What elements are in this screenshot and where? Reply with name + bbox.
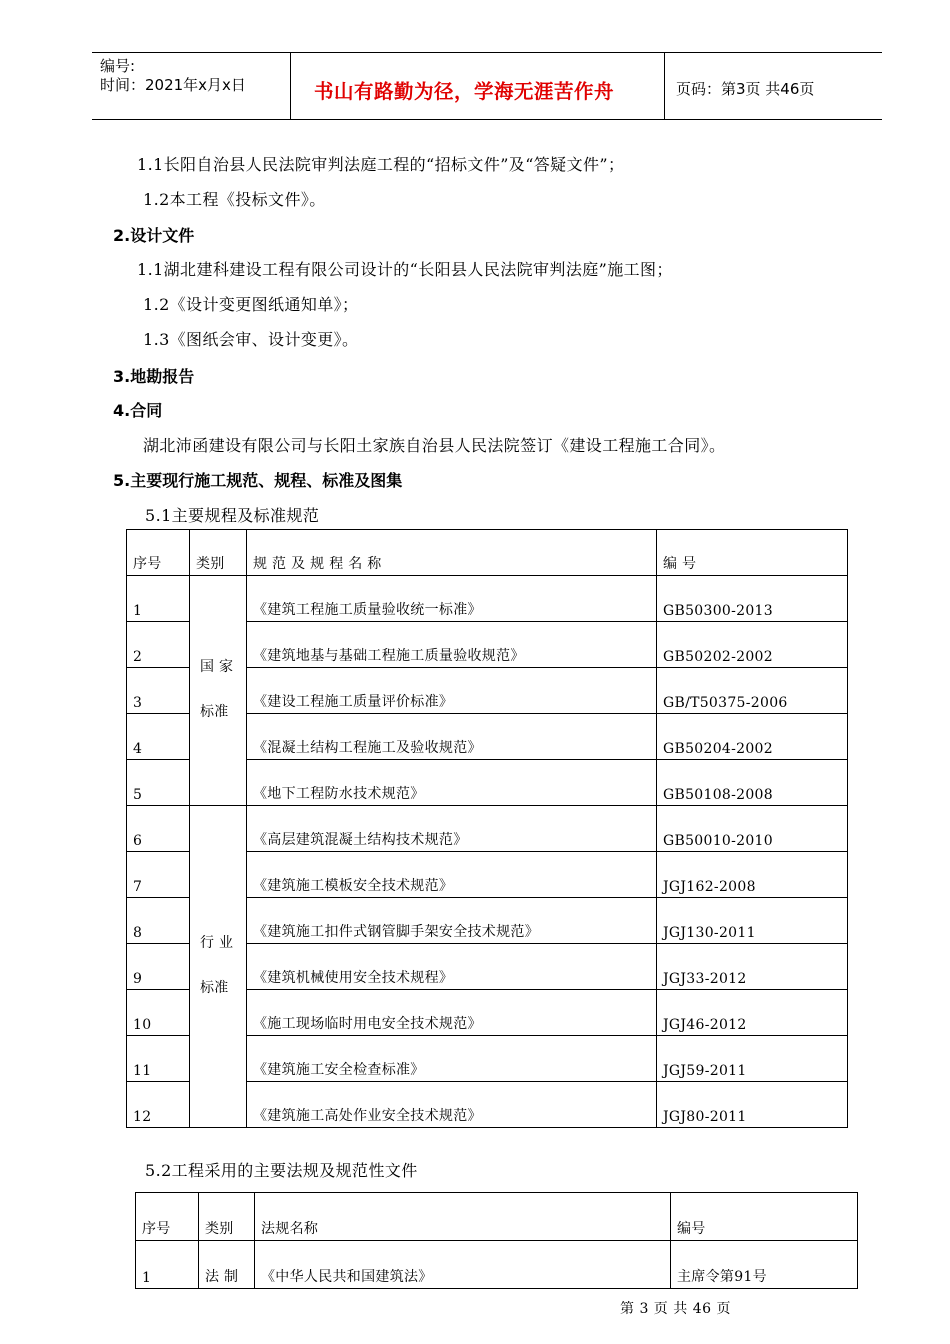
row-standard-code: GB50010-2010 [657, 806, 848, 852]
category-label-line: 标准 [200, 979, 229, 996]
col-header-index: 序号 [127, 530, 190, 576]
row-standard-name: 《建筑机械使用安全技术规程》 [247, 944, 657, 990]
row-regulation-name: 《中华人民共和国建筑法》 [255, 1241, 671, 1289]
category-label-line: 标准 [200, 703, 229, 720]
category-industry [190, 806, 247, 1128]
section2-item-1: 1.1湖北建科建设工程有限公司设计的“长阳县人民法院审判法庭”施工图； [137, 260, 673, 279]
row-index: 8 [127, 898, 190, 944]
category-label-line: 行 业 [200, 934, 234, 951]
row-standard-code: JGJ130-2011 [657, 898, 848, 944]
section2-item-3: 1.3《图纸会审、设计变更》。 [143, 330, 359, 349]
row-standard-code: GB50108-2008 [657, 760, 848, 806]
row-index: 5 [127, 760, 190, 806]
section5-heading: 5.主要现行施工规范、规程、标准及图集 [113, 471, 403, 490]
row-regulation-code: 主席令第91号 [671, 1241, 858, 1289]
section5-sub1: 5.1主要规程及标准规范 [145, 506, 320, 525]
header-divider-right [664, 53, 665, 119]
header-page-label: 页码：第3页 共46页 [676, 80, 815, 98]
row-standard-code: GB/T50375-2006 [657, 668, 848, 714]
col-header-name: 法规名称 [255, 1193, 671, 1241]
row-index: 10 [127, 990, 190, 1036]
row-standard-name: 《混凝土结构工程施工及验收规范》 [247, 714, 657, 760]
section5-sub2: 5.2工程采用的主要法规及规范性文件 [145, 1161, 418, 1180]
standards-table [126, 529, 848, 1128]
table-header-row [136, 1193, 858, 1241]
header-divider-left [290, 53, 291, 119]
section2-item-2: 1.2《设计变更图纸通知单》； [143, 295, 359, 314]
row-standard-name: 《建筑施工模板安全技术规范》 [247, 852, 657, 898]
row-standard-code: JGJ80-2011 [657, 1082, 848, 1128]
category-national [190, 576, 247, 806]
row-standard-name: 《建筑工程施工质量验收统一标准》 [247, 576, 657, 622]
col-header-category: 类别 [190, 530, 247, 576]
row-standard-code: GB50204-2002 [657, 714, 848, 760]
row-standard-name: 《建设工程施工质量评价标准》 [247, 668, 657, 714]
header-motto: 书山有路勤为径，学海无涯苦作舟 [314, 80, 615, 103]
row-standard-name: 《建筑地基与基础工程施工质量验收规范》 [247, 622, 657, 668]
col-header-category: 类别 [199, 1193, 255, 1241]
section1-item-2: 1.2本工程《投标文件》。 [143, 190, 326, 209]
header-bottom-rule [92, 119, 882, 120]
section4-heading: 4.合同 [113, 401, 163, 420]
row-standard-code: GB50300-2013 [657, 576, 848, 622]
header-top-rule [92, 52, 882, 53]
table-row [127, 806, 848, 852]
row-standard-name: 《施工现场临时用电安全技术规范》 [247, 990, 657, 1036]
row-index: 1 [136, 1241, 199, 1289]
row-index: 3 [127, 668, 190, 714]
row-index: 2 [127, 622, 190, 668]
row-standard-code: JGJ33-2012 [657, 944, 848, 990]
col-header-index: 序号 [136, 1193, 199, 1241]
row-standard-name: 《建筑施工高处作业安全技术规范》 [247, 1082, 657, 1128]
table-header-row [127, 530, 848, 576]
row-index: 12 [127, 1082, 190, 1128]
row-index: 9 [127, 944, 190, 990]
col-header-code: 编 号 [657, 530, 848, 576]
section1-item-1: 1.1长阳自治县人民法院审判法庭工程的“招标文件”及“答疑文件”； [137, 155, 625, 174]
row-standard-name: 《高层建筑混凝土结构技术规范》 [247, 806, 657, 852]
col-header-name: 规 范 及 规 程 名 称 [247, 530, 657, 576]
row-index: 6 [127, 806, 190, 852]
row-standard-code: GB50202-2002 [657, 622, 848, 668]
section2-heading: 2.设计文件 [113, 226, 195, 245]
row-standard-name: 《建筑施工扣件式钢管脚手架安全技术规范》 [247, 898, 657, 944]
page-footer: 第 3 页 共 46 页 [620, 1301, 731, 1317]
category-label-line: 国 家 [200, 658, 234, 675]
header-number-label: 编号: [100, 57, 136, 75]
regulations-table [135, 1192, 858, 1289]
table-row [127, 576, 848, 622]
row-standard-name: 《建筑施工安全检查标准》 [247, 1036, 657, 1082]
row-standard-code: JGJ162-2008 [657, 852, 848, 898]
header-time-label: 时间：2021年x月x日 [100, 76, 246, 94]
row-index: 1 [127, 576, 190, 622]
row-standard-code: JGJ46-2012 [657, 990, 848, 1036]
section3-heading: 3.地勘报告 [113, 367, 195, 386]
row-index: 7 [127, 852, 190, 898]
row-index: 11 [127, 1036, 190, 1082]
row-standard-name: 《地下工程防水技术规范》 [247, 760, 657, 806]
col-header-code: 编号 [671, 1193, 858, 1241]
row-category: 法 制 [199, 1241, 255, 1289]
section4-text: 湖北沛函建设有限公司与长阳土家族自治县人民法院签订《建设工程施工合同》。 [143, 436, 726, 455]
row-index: 4 [127, 714, 190, 760]
table-row [136, 1241, 858, 1289]
row-standard-code: JGJ59-2011 [657, 1036, 848, 1082]
